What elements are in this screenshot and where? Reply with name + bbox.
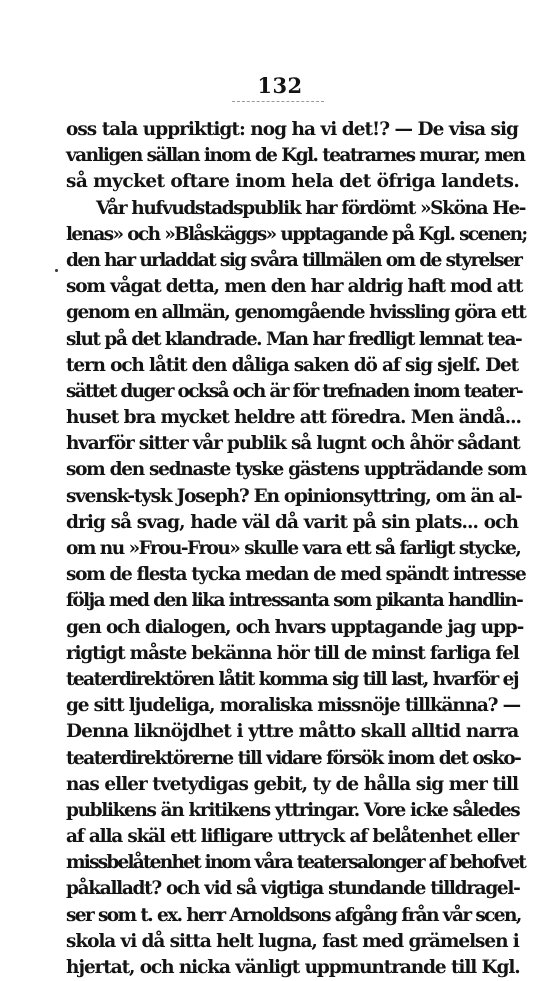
text-line: vanligen sällan inom de Kgl. teatrarnes murar, men — [66, 145, 525, 167]
text-line: rigtigt måste bekänna hör till de minst farliga fel — [66, 642, 519, 664]
text-line: om nu »Frou-Frou» skulle vara ett så farligt stycke, — [66, 538, 521, 559]
text-line: gen och dialogen, och hvars upptagande jag upp- — [66, 616, 524, 638]
text-line: af alla skäl ett lifligare uttryck af belåtenhet eller — [66, 826, 518, 848]
header-rule — [232, 101, 324, 102]
text-line: Denna liknöjdhet i yttre måtto skall alltid narra — [66, 721, 519, 743]
margin-mark — [55, 269, 58, 272]
text-line: tern och låtit den dåliga saken dö af sig sjelf. Det — [66, 354, 518, 376]
text-line: som den sednaste tyske gästens uppträdande som — [66, 459, 526, 481]
text-line: sättet duger också och är för trefnaden inom teater- — [66, 380, 523, 402]
text-line: teaterdirektörerne till vidare försök inom det osko- — [66, 747, 521, 769]
text-line: genom en allmän, genomgående hvissling göra ett — [66, 302, 526, 324]
text-line: huset bra mycket heldre att föredra. Men ändå... — [66, 407, 521, 429]
text-line: den har urladdat sig svåra tillmälen om de styrelser — [66, 249, 522, 271]
text-line: slut på det klandrade. Man har fredligt lemnat tea- — [66, 328, 522, 350]
page-number: 132 — [257, 73, 303, 98]
text-line: hvarför sitter vår publik så lugnt och åhör sådant — [66, 433, 520, 455]
text-line: som vågat detta, men den har aldrig haft mod att — [66, 276, 523, 298]
body-text — [66, 117, 527, 981]
text-line: svensk-tysk Joseph? En opinionsyttring, om än al- — [66, 485, 522, 507]
text-line: teaterdirektören låtit komma sig till last, hvarför ej — [66, 668, 518, 690]
text-line: skola vi då sitta helt lugna, fast med grämelsen i — [66, 930, 519, 952]
text-line: ge sitt ljudeliga, moraliska missnöje tillkänna? — — [66, 695, 520, 717]
text-line: missbelåtenhet inom våra teatersalonger af behofvet — [66, 852, 525, 874]
text-line: så mycket oftare inom hela det öfriga landets. — [66, 171, 520, 193]
text-line: oss tala uppriktigt: nog ha vi det!? — De visa sig — [66, 119, 518, 140]
text-line: som de flesta tycka medan de med spändt intresse — [66, 564, 526, 586]
text-line: drig så svag, hade väl då varit på sin plats... och — [66, 511, 518, 533]
text-line: publikens än kritikens yttringar. Vore icke således — [66, 799, 520, 821]
text-line: ser som t. ex. herr Arnoldsons afgång från vår scen, — [66, 904, 521, 926]
text-line: hjertat, och nicka vänligt uppmuntrande till Kgl. — [66, 957, 520, 978]
text-line: Vår hufvudstadspublik har fördömt »Sköna He- — [96, 197, 525, 219]
text-line: lenas» och »Blåskäggs» upptagande på Kgl. scenen; — [66, 223, 527, 245]
text-line: påkalladt? och vid så vigtiga stundande tilldragel- — [66, 878, 520, 900]
text-line: nas eller tvetydigas gebit, ty de hålla sig mer till — [66, 773, 518, 795]
text-line: följa med den lika intressanta som pikanta handlin- — [66, 590, 523, 612]
